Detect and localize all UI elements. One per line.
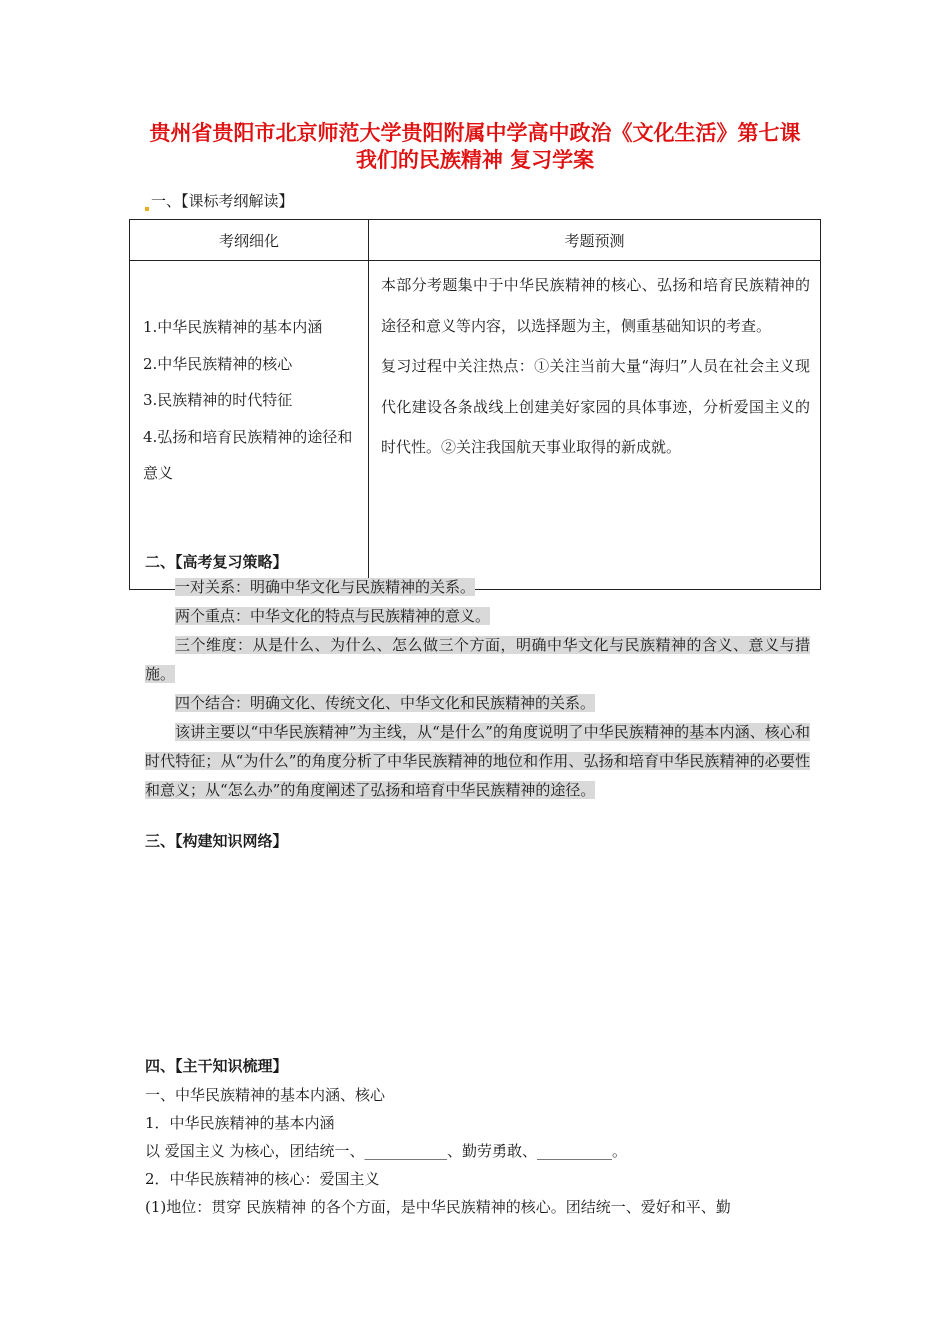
section-heading-1 bbox=[145, 190, 294, 211]
outline-item: 2.中华民族精神的核心 bbox=[143, 354, 293, 373]
strategy-line: 四个结合：明确文化、传统文化、中华文化和民族精神的关系。 bbox=[175, 694, 596, 712]
knowledge-fill-line: 以 爱国主义 为核心，团结统一、___________、勤劳勇敢、__________。 bbox=[145, 1142, 628, 1160]
outline-item: 3.民族精神的时代特征 bbox=[143, 391, 293, 409]
strategy-line: 三个维度：从是什么、为什么、怎么做三个方面，明确中华文化与民族精神的含义、意义与措施。 bbox=[145, 636, 810, 683]
knowledge-heading-3: 2．中华民族精神的核心：爱国主义 bbox=[145, 1170, 380, 1188]
outline-table bbox=[129, 219, 821, 590]
section-heading-2: 二、【高考复习策略】 bbox=[145, 553, 288, 571]
document-title: 贵州省贵阳市北京师范大学贵阳附属中学高中政治《文化生活》第七课 我们的民族精神 复习学案 bbox=[149, 121, 801, 172]
table-header-prediction: 考题预测 bbox=[369, 220, 821, 261]
knowledge-heading-1: 一、中华民族精神的基本内涵、核心 bbox=[145, 1086, 386, 1104]
section-heading-4: 四、【主干知识梳理】 bbox=[145, 1057, 288, 1075]
strategy-block bbox=[145, 573, 810, 805]
strategy-line: 两个重点：中华文化的特点与民族精神的意义。 bbox=[175, 607, 491, 625]
strategy-summary: 该讲主要以“中华民族精神”为主线，从“是什么”的角度说明了中华民族精神的基本内涵、核心和时代特征；从“为什么”的角度分析了中华民族精神的地位和作用、弘扬和培育中华民族精神的必要性和意义；从“怎么办”的角度阐述了弘扬和培育中华民族精神的途径。 bbox=[145, 723, 810, 799]
outline-cell bbox=[130, 261, 369, 590]
marker-dot bbox=[145, 207, 149, 211]
prediction-cell bbox=[369, 261, 821, 590]
outline-item: 1.中华民族精神的基本内涵 bbox=[143, 318, 323, 336]
strategy-line: 一对关系：明确中华文化与民族精神的关系。 bbox=[175, 578, 476, 596]
knowledge-status-line: (1)地位：贯穿 民族精神 的各个方面，是中华民族精神的核心。团结统一、爱好和平、勤 bbox=[145, 1198, 731, 1216]
prediction-paragraph-2: 复习过程中关注热点：①关注当前大量“海归”人员在社会主义现代化建设各条战线上创建美好家园的具体事迹，分析爱国主义的时代性。②关注我国航天事业取得的新成就。 bbox=[381, 357, 810, 456]
section-heading-1-text: 一、【课标考纲解读】 bbox=[151, 192, 294, 210]
table-header-outline: 考纲细化 bbox=[130, 220, 369, 261]
section-heading-3: 三、【构建知识网络】 bbox=[145, 832, 288, 850]
knowledge-heading-2: 1．中华民族精神的基本内涵 bbox=[145, 1114, 335, 1132]
outline-item: 4.弘扬和培育民族精神的途径和意义 bbox=[143, 427, 353, 482]
prediction-paragraph-1: 本部分考题集中于中华民族精神的核心、弘扬和培育民族精神的途径和意义等内容，以选择题为主，侧重基础知识的考查。 bbox=[381, 276, 810, 335]
